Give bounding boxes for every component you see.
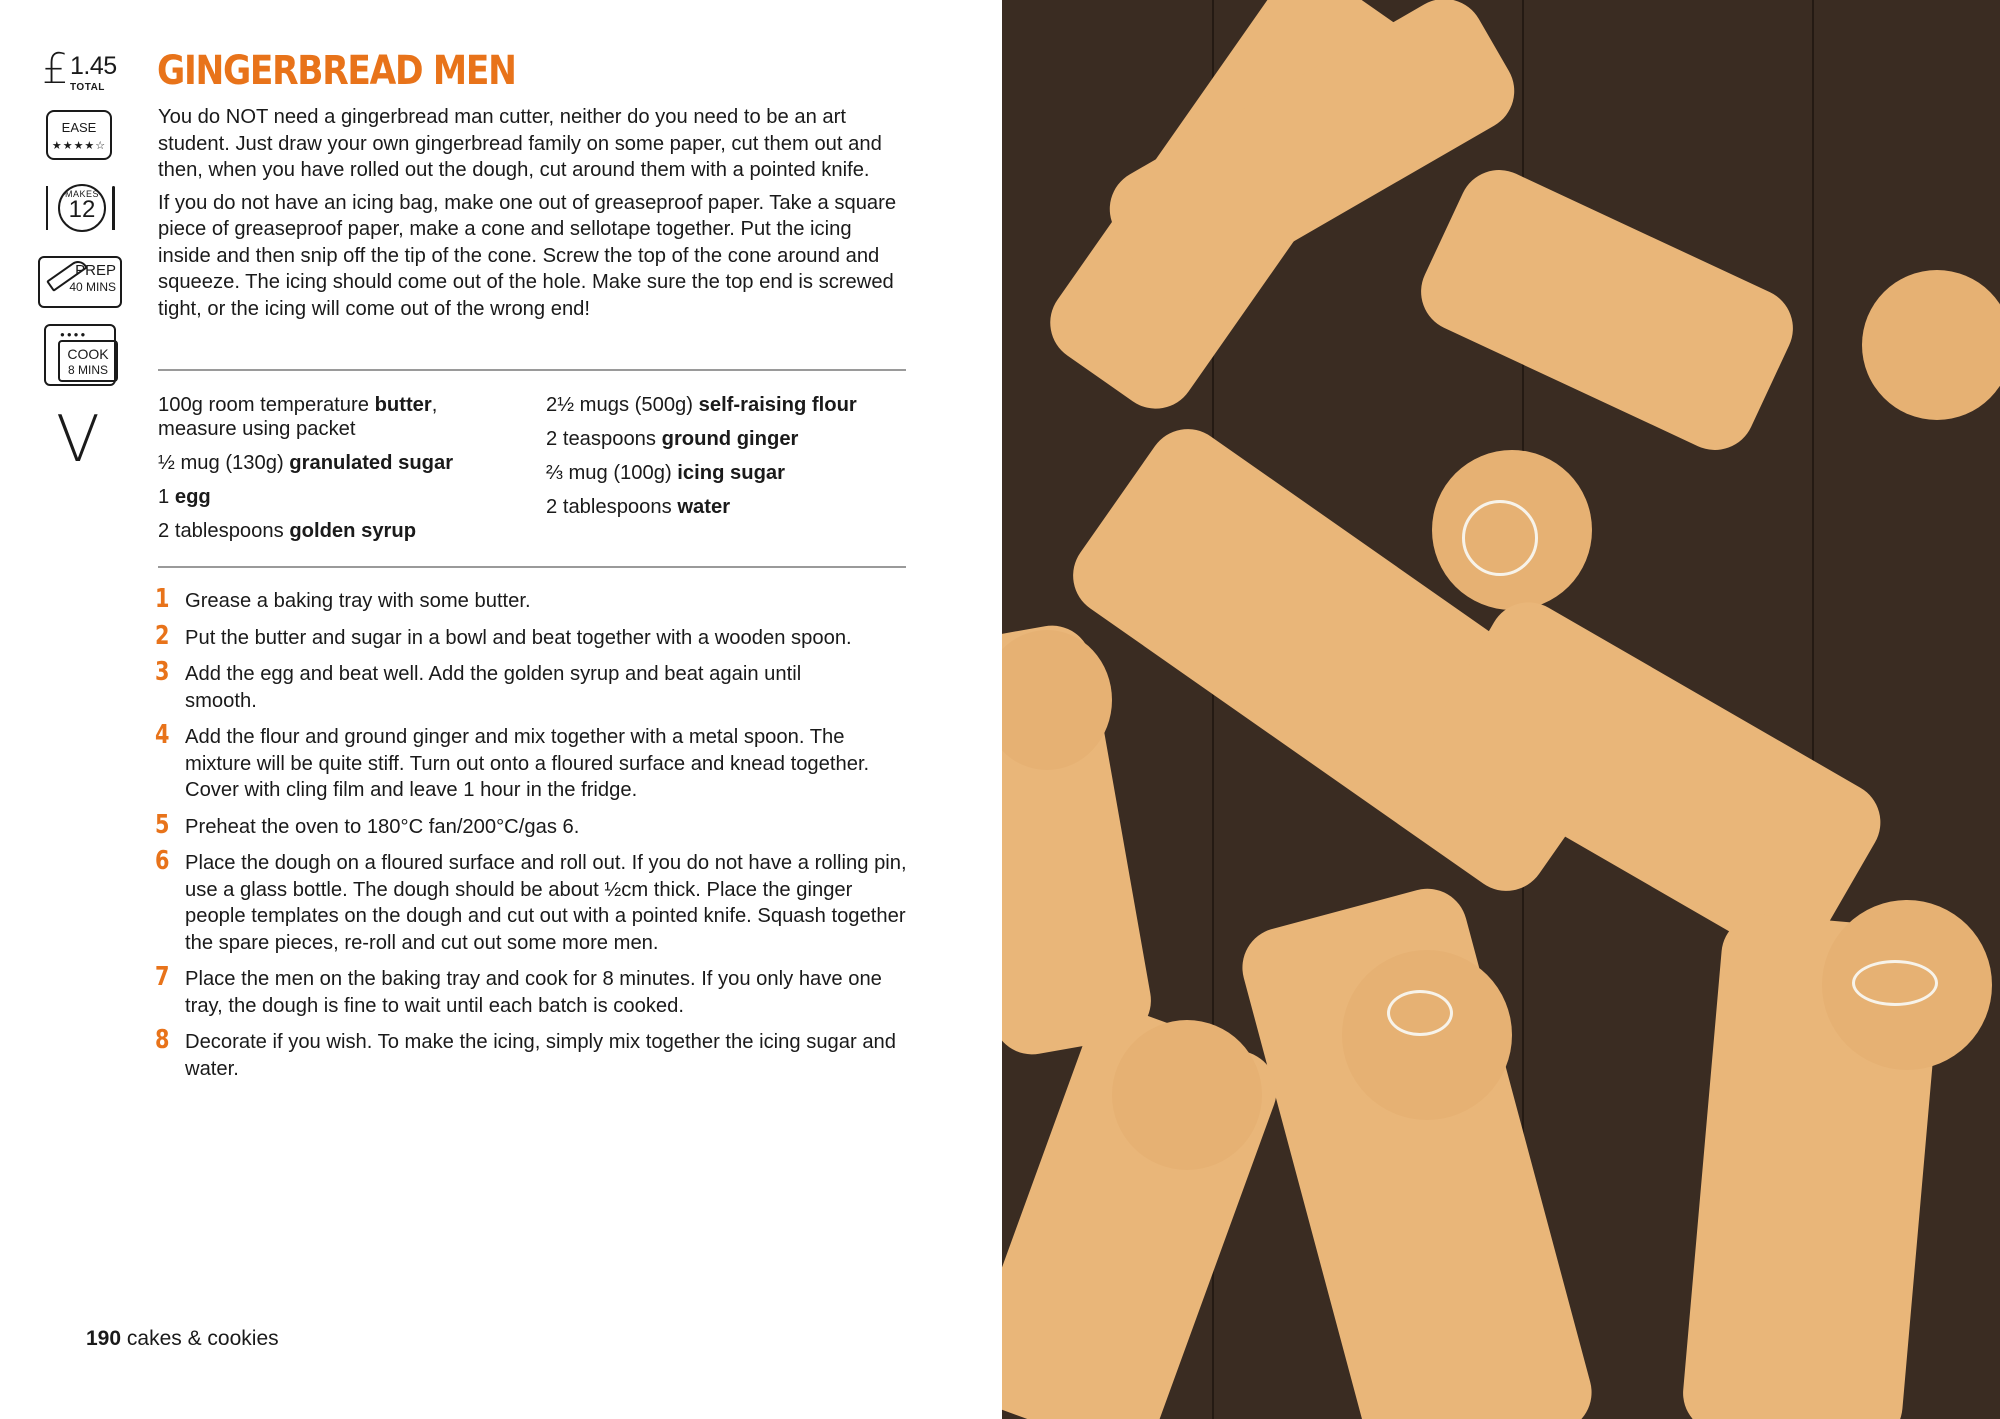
- gingerbread-man: [1408, 157, 1806, 463]
- pound-icon: £: [42, 44, 69, 93]
- star-rating-icon: ★★★★☆: [51, 140, 107, 152]
- ingredient-name: granulated sugar: [289, 452, 454, 474]
- ingredients-left: [158, 393, 488, 553]
- recipe-intro: [158, 104, 906, 328]
- step-text: Place the men on the baking tray and cook for 8 minutes. If you only have one tray, the dough is fine to wait until each batch is cooked.: [185, 968, 882, 1017]
- step-number: 7: [155, 962, 170, 992]
- price-label: TOTAL: [70, 82, 105, 93]
- prep-time: 40 MINS: [69, 280, 116, 294]
- ingredient-item: [546, 495, 906, 519]
- ingredient-name: golden syrup: [289, 520, 417, 542]
- ingredient-quantity: 2 teaspoons: [546, 428, 662, 450]
- step-text: Add the egg and beat well. Add the golden syrup and beat again until smooth.: [185, 663, 802, 712]
- price-info: [38, 44, 122, 96]
- info-sidebar: [38, 44, 122, 477]
- oven-door: [58, 340, 118, 382]
- ingredient-name: ground ginger: [661, 428, 799, 450]
- icing-decoration: [1462, 500, 1538, 576]
- step-text: Preheat the oven to 180°C fan/200°C/gas 6.: [185, 815, 580, 838]
- ingredient-name: water: [677, 496, 731, 518]
- vegetarian-icon: V: [56, 403, 100, 477]
- cook-label: COOK: [67, 346, 109, 362]
- ingredients-right: [546, 393, 906, 529]
- method-step: [155, 846, 915, 956]
- ingredient-quantity: 1: [158, 486, 175, 508]
- step-number: 1: [155, 584, 170, 614]
- step-number: 2: [155, 620, 170, 651]
- divider: [158, 566, 906, 568]
- ease-rating: [46, 110, 112, 160]
- table-knife-icon: [112, 186, 115, 230]
- oven-knobs: ●●●●: [60, 330, 88, 339]
- prep-text: [69, 262, 116, 296]
- ingredient-quantity: 2½ mugs (500g): [546, 394, 699, 416]
- intro-paragraph: You do NOT need a gingerbread man cutter, neither do you need to be an art student. Just draw your own gingerbread family on some paper, cut them out and then, when you have rolled out the dough, cut around them with a pointed knife.: [158, 106, 882, 181]
- makes-info: [38, 180, 122, 242]
- plate-cutlery-icon: [58, 184, 106, 232]
- ingredient-item: [158, 451, 488, 475]
- method-step: [155, 620, 915, 652]
- step-number: 3: [155, 657, 170, 687]
- method-step: [155, 809, 915, 841]
- ingredient-quantity: 100g room temperature: [158, 394, 375, 416]
- ingredient-name: butter: [374, 394, 432, 416]
- makes-label: MAKES: [64, 189, 99, 199]
- method-step: [155, 962, 915, 1019]
- gingerbread-head: [1862, 270, 2000, 420]
- method-steps: [155, 584, 915, 1092]
- makes-value: 12: [68, 196, 96, 223]
- ingredient-quantity: ½ mug (130g): [158, 452, 290, 474]
- intro-paragraph: If you do not have an icing bag, make one out of greaseproof paper. Take a square piece of greaseproof paper, make a cone and sellotape together. Put the icing inside and then snip off the tip of the cone. Screw the top of the cone around and squeeze. The icing should come out of the hole. Make sure the top end is screwed tight, or the icing will come out of the wrong end!: [158, 191, 897, 320]
- step-number: 8: [155, 1025, 170, 1055]
- step-text: Add the flour and ground ginger and mix together with a metal spoon. The mixture will be quite stiff. Turn out onto a floured surface and knead together. Cover with cling film and leave 1 hour in the fridge.: [185, 726, 870, 801]
- ingredient-quantity: 2 tablespoons: [158, 520, 290, 542]
- prep-label: PREP: [75, 262, 116, 279]
- gingerbread-head: [1112, 1020, 1262, 1170]
- icing-decoration: [1852, 960, 1938, 1006]
- ingredient-name: egg: [174, 486, 211, 508]
- ingredient-item: [546, 427, 906, 451]
- prep-info: [38, 254, 122, 312]
- step-text: Grease a baking tray with some butter.: [185, 590, 531, 612]
- method-step: [155, 657, 915, 714]
- oven-icon: [44, 324, 116, 386]
- fork-icon: [46, 186, 48, 230]
- recipe-title: GINGERBREAD MEN: [157, 48, 516, 94]
- ease-label: EASE: [61, 120, 97, 135]
- step-number: 6: [155, 846, 170, 876]
- gingerbread-man: [1419, 588, 1895, 973]
- ingredient-item: [158, 485, 488, 509]
- page-number: 190: [86, 1327, 122, 1350]
- step-number: 4: [155, 720, 170, 750]
- ingredient-name: icing sugar: [677, 462, 785, 484]
- cook-info: [38, 324, 122, 390]
- section-name: cakes & cookies: [126, 1327, 279, 1350]
- ingredient-note: , measure using packet: [158, 394, 438, 440]
- step-text: Put the butter and sugar in a bowl and beat together with a wooden spoon.: [185, 626, 852, 649]
- ingredient-quantity: 2 tablespoons: [546, 496, 678, 518]
- icing-decoration: [1387, 990, 1453, 1036]
- gingerbread-men-photo: [1002, 0, 2000, 1419]
- cook-time: 8 MINS: [67, 363, 108, 377]
- price-value: 1.45: [70, 52, 117, 80]
- page-footer: [86, 1327, 279, 1351]
- ingredient-item: [546, 461, 906, 485]
- ingredient-name: self-raising flour: [698, 394, 857, 416]
- step-text: Place the dough on a floured surface and roll out. If you do not have a rolling pin, use a glass bottle. The dough should be about ½cm thick. Place the ginger people templates on the dough and cut out with a pointed knife. Squash together the spare pieces, re-roll and cut out some more men.: [185, 852, 907, 954]
- divider: [158, 369, 906, 371]
- method-step: [155, 1025, 915, 1082]
- step-number: 5: [155, 809, 170, 840]
- method-step: [155, 720, 915, 804]
- ingredient-item: [546, 393, 906, 417]
- step-text: Decorate if you wish. To make the icing, simply mix together the icing sugar and water.: [185, 1031, 897, 1080]
- ingredient-item: [158, 519, 488, 543]
- ingredient-quantity: ⅔ mug (100g): [546, 462, 678, 484]
- ingredient-item: [158, 393, 488, 441]
- method-step: [155, 584, 915, 615]
